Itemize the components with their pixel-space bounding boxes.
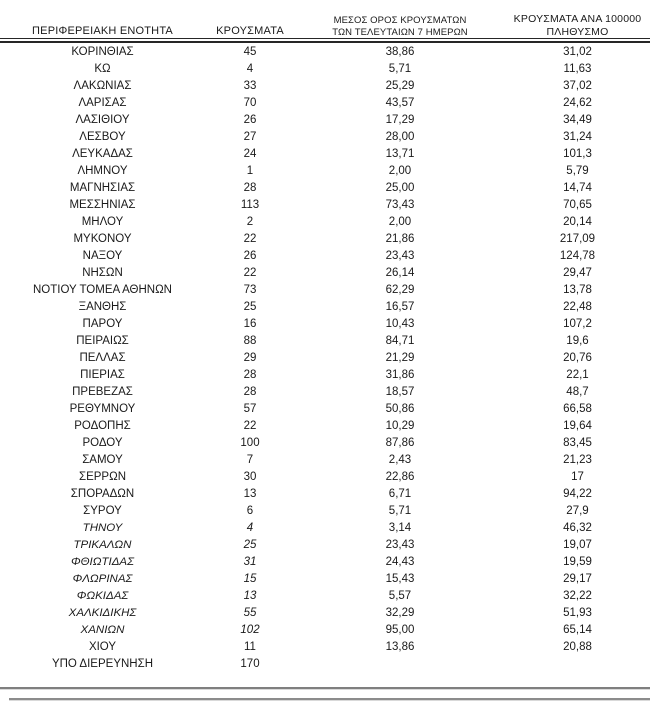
avg7-value-cell: 10,29: [385, 419, 415, 432]
header-per100k-line1: ΚΡΟΥΣΜΑΤΑ ΑΝΑ 100000: [513, 13, 642, 25]
table-row: [0, 366, 650, 383]
avg7-value-cell: 2,00: [388, 215, 412, 228]
per100k-value-cell: 19,07: [563, 538, 592, 551]
per100k-value-cell: 20,76: [563, 351, 592, 364]
table-row: [0, 451, 650, 468]
region-name-cell: ΠΙΕΡΙΑΣ: [80, 368, 125, 381]
cases-value-cell: 16: [243, 317, 257, 330]
per100k-value-cell: 20,14: [563, 215, 592, 228]
avg7-value-cell: 15,43: [385, 572, 415, 585]
region-name-cell: ΡΕΘΥΜΝΟΥ: [69, 402, 136, 415]
per100k-value-cell: 31,02: [563, 45, 592, 58]
cases-value-cell: 15: [243, 572, 257, 585]
avg7-value-cell: 16,57: [385, 300, 415, 313]
region-name-cell: ΧΑΛΚΙΔΙΚΗΣ: [68, 606, 137, 619]
avg7-value-cell: 17,29: [385, 113, 415, 126]
per100k-value-cell: 94,22: [563, 487, 592, 500]
table-row: [0, 587, 650, 604]
avg7-value-cell: 62,29: [385, 283, 415, 296]
cases-value-cell: 2: [246, 215, 254, 228]
per100k-value-cell: 124,78: [559, 249, 596, 262]
table-row: [0, 383, 650, 400]
cases-value-cell: 22: [243, 419, 257, 432]
per100k-value-cell: 29,17: [563, 572, 592, 585]
per100k-value-cell: 14,74: [563, 181, 592, 194]
region-name-cell: ΜΥΚΟΝΟΥ: [73, 232, 132, 245]
region-name-cell: ΠΕΙΡΑΙΩΣ: [76, 334, 129, 347]
cases-value-cell: 73: [243, 283, 257, 296]
cases-value-cell: 30: [243, 470, 257, 483]
avg7-value-cell: 28,00: [385, 130, 415, 143]
region-name-cell: ΜΕΣΣΗΝΙΑΣ: [69, 198, 136, 211]
avg7-value-cell: 24,43: [385, 555, 415, 568]
cases-value-cell: 170: [240, 657, 260, 670]
table-row: [0, 604, 650, 621]
bottom-divider-1: [0, 687, 650, 690]
region-name-cell: ΣΕΡΡΩΝ: [78, 470, 127, 483]
table-row: [0, 94, 650, 111]
per100k-value-cell: 31,24: [563, 130, 592, 143]
per100k-value-cell: 34,49: [563, 113, 592, 126]
avg7-value-cell: 10,43: [385, 317, 415, 330]
table-row: [0, 315, 650, 332]
table-body: [0, 43, 650, 672]
per100k-value-cell: 13,78: [563, 283, 592, 296]
avg7-value-cell: 13,71: [385, 147, 415, 160]
avg7-value-cell: 32,29: [385, 606, 415, 619]
table-row: [0, 298, 650, 315]
per100k-value-cell: 22,1: [566, 368, 589, 381]
avg7-value-cell: 22,86: [385, 470, 415, 483]
table-row: [0, 281, 650, 298]
per100k-value-cell: 19,59: [563, 555, 592, 568]
cases-value-cell: 7: [246, 453, 254, 466]
per100k-value-cell: 19,64: [563, 419, 592, 432]
header-avg7-line2: ΤΩΝ ΤΕΛΕΥΤΑΙΩΝ 7 ΗΜΕΡΩΝ: [332, 26, 468, 38]
per100k-value-cell: 65,14: [563, 623, 592, 636]
per100k-value-cell: 83,45: [563, 436, 592, 449]
avg7-value-cell: 5,71: [388, 504, 412, 517]
per100k-value-cell: 5,79: [566, 164, 589, 177]
table-row: [0, 434, 650, 451]
avg7-value-cell: 2,43: [388, 453, 412, 466]
avg7-value-cell: 25,29: [385, 79, 415, 92]
per100k-value-cell: 27,9: [566, 504, 589, 517]
cases-value-cell: 100: [240, 436, 260, 449]
table-row: [0, 536, 650, 553]
per100k-value-cell: 32,22: [563, 589, 592, 602]
cases-value-cell: 55: [243, 606, 257, 619]
region-name-cell: ΠΑΡΟΥ: [82, 317, 123, 330]
avg7-value-cell: 2,00: [388, 164, 412, 177]
table-row: [0, 196, 650, 213]
region-name-cell: ΠΡΕΒΕΖΑΣ: [72, 385, 133, 398]
cases-value-cell: 88: [243, 334, 257, 347]
bottom-divider-2: [9, 698, 650, 701]
avg7-value-cell: 5,57: [388, 589, 412, 602]
cases-value-cell: 26: [243, 249, 257, 262]
region-name-cell: ΧΑΝΙΩΝ: [80, 623, 125, 636]
header-region: ΠΕΡΙΦΕΡΕΙΑΚΗ ΕΝΟΤΗΤΑ: [32, 25, 173, 37]
table-row: [0, 332, 650, 349]
region-name-cell: ΞΑΝΘΗΣ: [78, 300, 127, 313]
region-name-cell: ΚΩ: [94, 62, 111, 75]
region-name-cell: ΛΕΣΒΟΥ: [79, 130, 126, 143]
avg7-value-cell: 21,29: [385, 351, 415, 364]
cases-value-cell: 22: [243, 232, 257, 245]
per100k-value-cell: 17: [571, 470, 584, 483]
avg7-value-cell: 3,14: [388, 521, 412, 534]
table-row: [0, 417, 650, 434]
region-name-cell: ΤΡΙΚΑΛΩΝ: [73, 538, 132, 551]
cases-value-cell: 102: [240, 623, 260, 636]
table-row: [0, 179, 650, 196]
table-row: [0, 519, 650, 536]
avg7-value-cell: 84,71: [385, 334, 415, 347]
cases-value-cell: 33: [243, 79, 257, 92]
avg7-value-cell: 23,43: [385, 538, 415, 551]
table-row: [0, 638, 650, 655]
avg7-value-cell: 50,86: [385, 402, 415, 415]
avg7-value-cell: 31,86: [385, 368, 415, 381]
per100k-value-cell: 51,93: [563, 606, 592, 619]
region-name-cell: ΤΗΝΟΥ: [82, 521, 123, 534]
region-name-cell: ΠΕΛΛΑΣ: [79, 351, 126, 364]
table-row: [0, 77, 650, 94]
table-header-row: [0, 0, 650, 38]
cases-value-cell: 57: [243, 402, 257, 415]
avg7-value-cell: 26,14: [385, 266, 415, 279]
table-row: [0, 230, 650, 247]
per100k-value-cell: 46,32: [563, 521, 592, 534]
table-row: [0, 468, 650, 485]
table-row: [0, 400, 650, 417]
per100k-value-cell: 20,88: [563, 640, 592, 653]
avg7-value-cell: 73,43: [385, 198, 415, 211]
per100k-value-cell: 66,58: [563, 402, 592, 415]
per100k-value-cell: 70,65: [563, 198, 592, 211]
per100k-value-cell: 48,7: [566, 385, 589, 398]
cases-value-cell: 25: [243, 538, 257, 551]
cases-value-cell: 13: [243, 487, 257, 500]
region-name-cell: ΛΑΚΩΝΙΑΣ: [73, 79, 132, 92]
region-name-cell: ΝΟΤΙΟΥ ΤΟΜΕΑ ΑΘΗΝΩΝ: [33, 283, 172, 296]
cases-value-cell: 4: [246, 521, 254, 534]
cases-value-cell: 26: [243, 113, 257, 126]
region-name-cell: ΜΗΛΟΥ: [81, 215, 124, 228]
table-row: [0, 213, 650, 230]
per100k-value-cell: 22,48: [563, 300, 592, 313]
avg7-value-cell: 38,86: [385, 45, 415, 58]
region-name-cell: ΛΕΥΚΑΔΑΣ: [72, 147, 133, 160]
avg7-value-cell: 43,57: [385, 96, 415, 109]
per100k-value-cell: 24,62: [563, 96, 592, 109]
cases-value-cell: 113: [240, 198, 260, 211]
table-row: [0, 655, 650, 672]
cases-value-cell: 29: [243, 351, 257, 364]
table-row: [0, 485, 650, 502]
per100k-value-cell: 11,63: [563, 62, 592, 75]
table-row: [0, 43, 650, 60]
avg7-value-cell: 25,00: [385, 181, 415, 194]
header-avg7-line1: ΜΕΣΟΣ ΟΡΟΣ ΚΡΟΥΣΜΑΤΩΝ: [333, 15, 467, 26]
region-name-cell: ΦΩΚΙΔΑΣ: [76, 589, 129, 602]
avg7-value-cell: 18,57: [385, 385, 415, 398]
per100k-value-cell: 217,09: [559, 232, 596, 245]
header-per100k-line2: ΠΛΗΘΥΣΜΟ: [546, 25, 609, 38]
avg7-value-cell: 5,71: [388, 62, 412, 75]
cases-value-cell: 24: [243, 147, 257, 160]
region-name-cell: ΝΗΣΩΝ: [82, 266, 123, 279]
table-row: [0, 162, 650, 179]
cases-value-cell: 13: [243, 589, 257, 602]
header-avg7: [295, 15, 505, 38]
table-row: [0, 264, 650, 281]
region-name-cell: ΣΥΡΟΥ: [83, 504, 122, 517]
avg7-value-cell: 23,43: [385, 249, 415, 262]
cases-value-cell: 6: [246, 504, 254, 517]
avg7-value-cell: 21,86: [385, 232, 415, 245]
table-row: [0, 111, 650, 128]
cases-value-cell: 4: [246, 62, 254, 75]
cases-value-cell: 28: [243, 385, 257, 398]
cases-value-cell: 27: [243, 130, 257, 143]
region-name-cell: ΜΑΓΝΗΣΙΑΣ: [69, 181, 136, 194]
per100k-value-cell: 29,47: [563, 266, 592, 279]
cases-value-cell: 25: [243, 300, 257, 313]
table-row: [0, 247, 650, 264]
avg7-value-cell: 6,71: [388, 487, 412, 500]
table-row: [0, 502, 650, 519]
region-name-cell: ΝΑΞΟΥ: [82, 249, 123, 262]
table-row: [0, 621, 650, 638]
cases-value-cell: 31: [243, 555, 257, 568]
cases-value-cell: 45: [243, 45, 257, 58]
cases-value-cell: 70: [243, 96, 257, 109]
avg7-value-cell: 87,86: [385, 436, 415, 449]
cases-value-cell: 1: [246, 164, 254, 177]
cases-value-cell: 22: [243, 266, 257, 279]
region-name-cell: ΚΟΡΙΝΘΙΑΣ: [71, 45, 134, 58]
cases-value-cell: 11: [244, 640, 256, 653]
per100k-value-cell: 107,2: [563, 317, 592, 330]
region-name-cell: ΡΟΔΟΥ: [82, 436, 123, 449]
region-name-cell: ΦΘΙΩΤΙΔΑΣ: [70, 555, 134, 568]
region-name-cell: ΛΗΜΝΟΥ: [77, 164, 128, 177]
region-name-cell: ΛΑΣΙΘΙΟΥ: [75, 113, 130, 126]
avg7-value-cell: 13,86: [385, 640, 415, 653]
header-per100k: [505, 13, 650, 38]
region-name-cell: ΦΛΩΡΙΝΑΣ: [72, 572, 133, 585]
cases-value-cell: 28: [243, 181, 257, 194]
per100k-value-cell: 101,3: [563, 147, 592, 160]
table-row: [0, 570, 650, 587]
region-name-cell: ΣΑΜΟΥ: [82, 453, 123, 466]
region-name-cell: ΣΠΟΡΑΔΩΝ: [70, 487, 135, 500]
per100k-value-cell: 19,6: [566, 334, 589, 347]
per100k-value-cell: 37,02: [563, 79, 592, 92]
table-row: [0, 128, 650, 145]
table-row: [0, 145, 650, 162]
avg7-value-cell: 95,00: [385, 623, 415, 636]
cases-value-cell: 28: [243, 368, 257, 381]
region-name-cell: ΥΠΟ ΔΙΕΡΕΥΝΗΣΗ: [51, 657, 154, 670]
per100k-value-cell: 21,23: [563, 453, 592, 466]
region-name-cell: ΡΟΔΟΠΗΣ: [74, 419, 131, 432]
table-row: [0, 60, 650, 77]
table-row: [0, 553, 650, 570]
header-cases: ΚΡΟΥΣΜΑΤΑ: [216, 25, 284, 37]
region-name-cell: ΧΙΟΥ: [88, 640, 117, 653]
region-name-cell: ΛΑΡΙΣΑΣ: [78, 96, 127, 109]
table-row: [0, 349, 650, 366]
